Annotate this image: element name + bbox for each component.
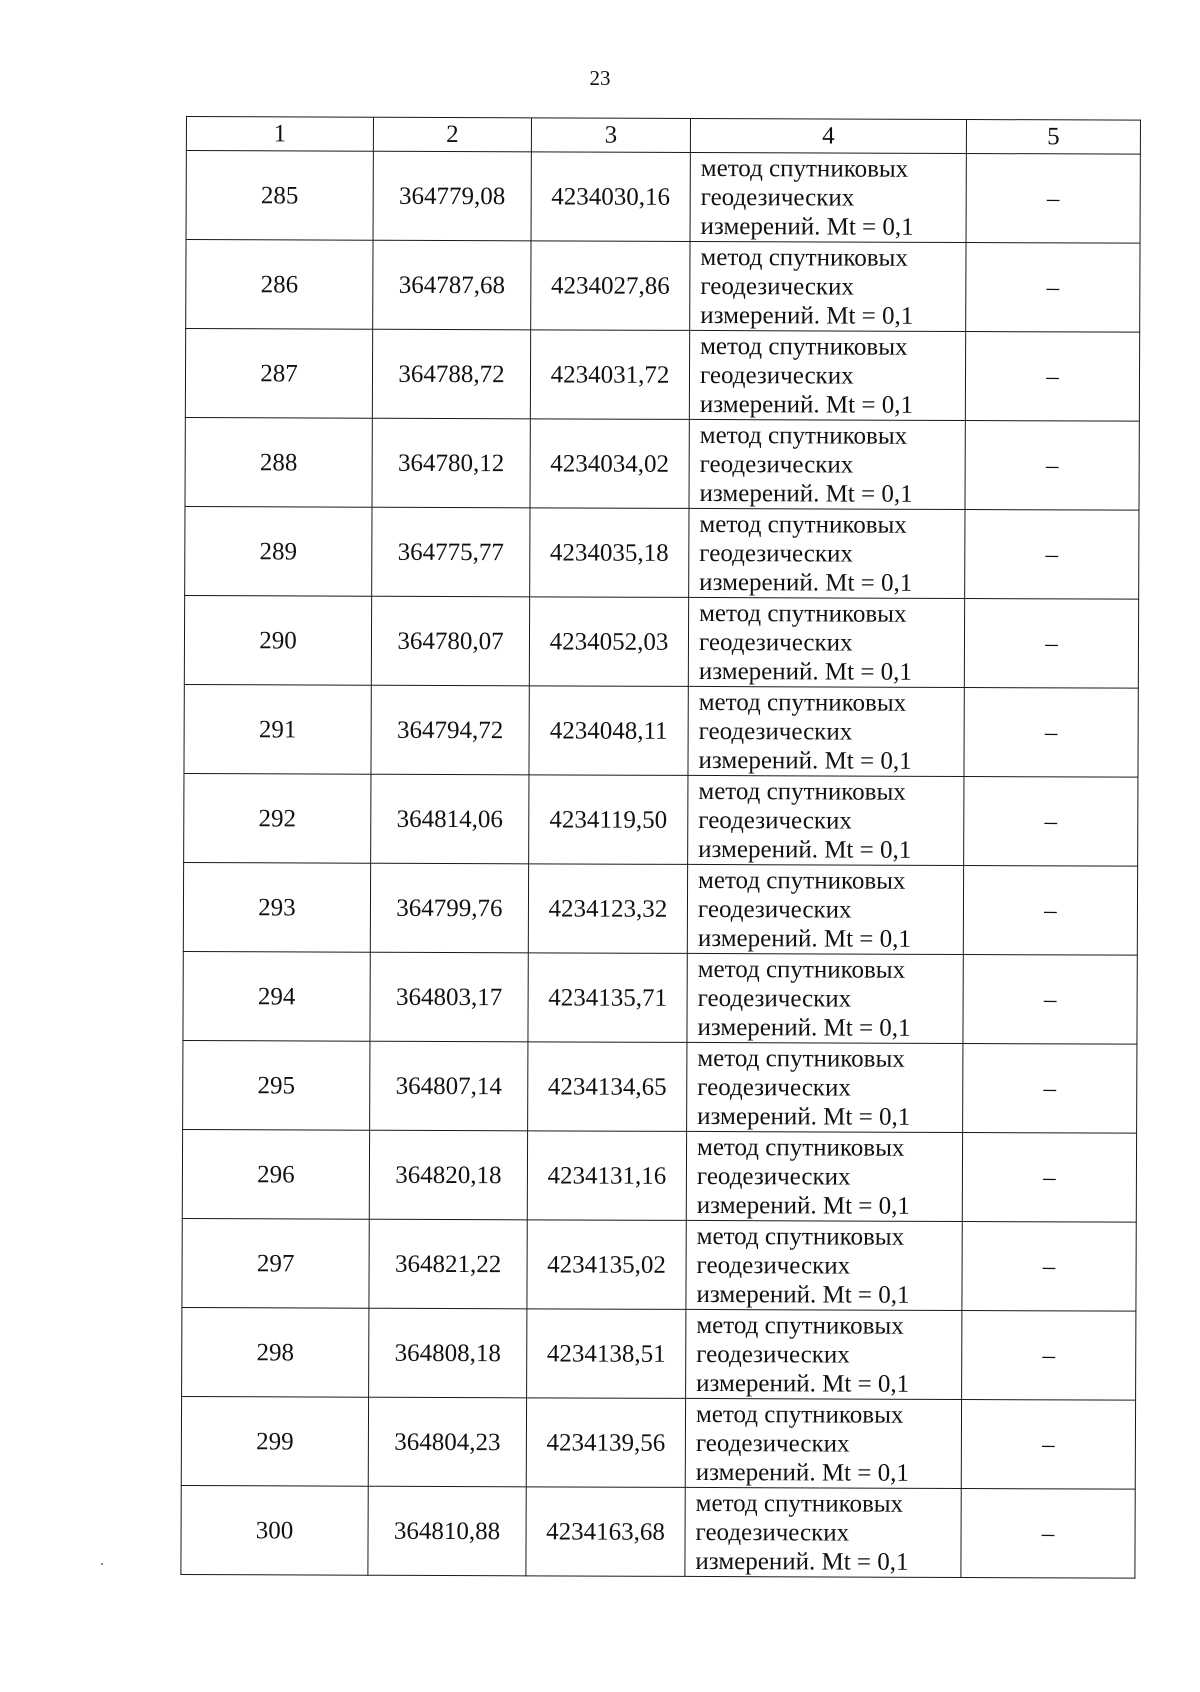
method-line: измерений. Mt = 0,1 bbox=[696, 1280, 910, 1309]
y-coordinate-cell: 4234034,02 bbox=[530, 419, 689, 509]
y-coordinate-cell: 4234123,32 bbox=[528, 864, 687, 954]
method-line: измерений. Mt = 0,1 bbox=[696, 1191, 910, 1220]
coordinates-table bbox=[180, 116, 1141, 1579]
x-coordinate-cell: 364803,17 bbox=[370, 952, 528, 1042]
table-row bbox=[184, 773, 1138, 866]
method-line: измерений. Mt = 0,1 bbox=[700, 301, 914, 330]
method-line: метод спутниковых bbox=[700, 243, 908, 272]
method-line: метод спутниковых bbox=[696, 1311, 904, 1340]
point-number-cell: 297 bbox=[182, 1218, 369, 1308]
method-line: измерений. Mt = 0,1 bbox=[697, 924, 911, 953]
x-coordinate-cell: 364787,68 bbox=[373, 240, 531, 330]
y-coordinate-cell: 4234138,51 bbox=[527, 1309, 686, 1399]
note-cell: – bbox=[964, 776, 1138, 866]
method-line: геодезических bbox=[697, 984, 852, 1013]
note-cell: – bbox=[963, 954, 1137, 1044]
method-cell bbox=[690, 241, 966, 331]
point-number-cell: 292 bbox=[184, 773, 371, 863]
method-cell bbox=[685, 1398, 961, 1488]
y-coordinate-cell: 4234119,50 bbox=[529, 775, 688, 865]
header-row bbox=[186, 117, 1140, 155]
method-line: геодезических bbox=[698, 628, 853, 657]
table-row bbox=[185, 417, 1139, 510]
method-cell bbox=[688, 597, 964, 687]
note-cell: – bbox=[961, 1488, 1135, 1578]
point-number-cell: 294 bbox=[183, 951, 370, 1041]
page-number: 23 bbox=[589, 66, 611, 90]
x-coordinate-cell: 364820,18 bbox=[369, 1130, 527, 1220]
method-line: измерений. Mt = 0,1 bbox=[698, 746, 912, 775]
method-line: метод спутниковых bbox=[697, 1044, 905, 1073]
x-coordinate-cell: 364821,22 bbox=[369, 1219, 527, 1309]
point-number-cell: 296 bbox=[182, 1129, 369, 1219]
y-coordinate-cell: 4234030,16 bbox=[531, 152, 690, 242]
x-coordinate-cell: 364808,18 bbox=[369, 1308, 527, 1398]
note-cell: – bbox=[965, 509, 1139, 599]
note-cell: – bbox=[962, 1310, 1136, 1400]
x-coordinate-cell: 364775,77 bbox=[372, 507, 530, 597]
y-coordinate-cell: 4234031,72 bbox=[530, 330, 689, 420]
method-cell bbox=[686, 1220, 962, 1310]
column-header-1: 1 bbox=[186, 117, 373, 152]
y-coordinate-cell: 4234048,11 bbox=[529, 686, 688, 776]
method-line: геодезических bbox=[700, 183, 855, 212]
note-cell: – bbox=[962, 1221, 1136, 1311]
method-line: метод спутниковых bbox=[700, 154, 909, 183]
table-row bbox=[183, 1040, 1137, 1133]
method-line: метод спутниковых bbox=[698, 866, 906, 895]
method-line: геодезических bbox=[698, 717, 853, 746]
column-header-2: 2 bbox=[373, 117, 531, 152]
note-cell: – bbox=[962, 1132, 1136, 1222]
method-cell bbox=[690, 152, 966, 242]
table-row bbox=[181, 1485, 1135, 1578]
method-line: метод спутниковых bbox=[700, 332, 908, 361]
x-coordinate-cell: 364780,12 bbox=[372, 418, 530, 508]
y-coordinate-cell: 4234135,02 bbox=[527, 1220, 686, 1310]
note-cell: – bbox=[964, 598, 1138, 688]
y-coordinate-cell: 4234163,68 bbox=[526, 1487, 685, 1577]
method-line: измерений. Mt = 0,1 bbox=[700, 212, 914, 241]
y-coordinate-cell: 4234131,16 bbox=[527, 1131, 686, 1221]
x-coordinate-cell: 364807,14 bbox=[370, 1041, 528, 1131]
point-number-cell: 287 bbox=[185, 329, 372, 419]
note-cell: – bbox=[965, 420, 1139, 510]
note-cell: – bbox=[966, 242, 1140, 332]
table-row bbox=[182, 1307, 1136, 1400]
method-line: геодезических bbox=[697, 895, 852, 924]
method-line: геодезических bbox=[696, 1340, 850, 1369]
x-coordinate-cell: 364814,06 bbox=[371, 774, 529, 864]
point-number-cell: 295 bbox=[183, 1040, 370, 1130]
method-line: метод спутниковых bbox=[696, 1222, 905, 1251]
method-line: метод спутниковых bbox=[695, 1489, 904, 1518]
y-coordinate-cell: 4234134,65 bbox=[528, 1042, 687, 1132]
method-cell bbox=[687, 1042, 963, 1132]
method-line: метод спутниковых bbox=[698, 777, 906, 806]
method-line: геодезических bbox=[699, 539, 853, 568]
table-row bbox=[186, 151, 1140, 244]
point-number-cell: 299 bbox=[181, 1396, 368, 1486]
table-row bbox=[185, 329, 1139, 422]
method-line: метод спутниковых bbox=[695, 1400, 904, 1429]
note-cell: – bbox=[961, 1399, 1135, 1489]
table-row bbox=[183, 951, 1137, 1044]
point-number-cell: 286 bbox=[186, 240, 373, 330]
x-coordinate-cell: 364779,08 bbox=[373, 151, 531, 241]
table-header bbox=[186, 117, 1140, 155]
point-number-cell: 298 bbox=[182, 1307, 369, 1397]
method-cell bbox=[689, 508, 965, 598]
method-cell bbox=[688, 686, 964, 776]
method-line: геодезических bbox=[700, 272, 854, 301]
point-number-cell: 288 bbox=[185, 417, 372, 507]
method-line: метод спутниковых bbox=[697, 955, 906, 984]
x-coordinate-cell: 364799,76 bbox=[370, 863, 528, 953]
method-cell bbox=[687, 864, 963, 954]
method-cell bbox=[688, 775, 964, 865]
y-coordinate-cell: 4234052,03 bbox=[529, 597, 688, 687]
x-coordinate-cell: 364810,88 bbox=[368, 1486, 526, 1576]
point-number-cell: 291 bbox=[184, 684, 371, 774]
method-line: измерений. Mt = 0,1 bbox=[697, 1102, 911, 1131]
x-coordinate-cell: 364794,72 bbox=[371, 685, 529, 775]
table-row bbox=[184, 684, 1138, 777]
x-coordinate-cell: 364804,23 bbox=[368, 1397, 526, 1487]
method-line: метод спутниковых bbox=[699, 599, 907, 628]
method-line: геодезических bbox=[695, 1429, 850, 1458]
note-cell: – bbox=[966, 153, 1140, 243]
method-line: метод спутниковых bbox=[698, 688, 907, 717]
table-row bbox=[182, 1129, 1136, 1222]
method-cell bbox=[685, 1487, 961, 1577]
point-number-cell: 290 bbox=[184, 595, 371, 685]
method-line: геодезических bbox=[699, 450, 854, 479]
method-line: измерений. Mt = 0,1 bbox=[698, 835, 912, 864]
table-row bbox=[183, 862, 1137, 955]
note-cell: – bbox=[963, 865, 1137, 955]
table-row bbox=[185, 506, 1139, 599]
method-line: измерений. Mt = 0,1 bbox=[699, 568, 913, 597]
point-number-cell: 285 bbox=[186, 151, 373, 241]
method-line: геодезических bbox=[698, 806, 852, 835]
scan-speck bbox=[101, 1563, 103, 1565]
method-line: геодезических bbox=[697, 1073, 851, 1102]
point-number-cell: 293 bbox=[183, 862, 370, 952]
x-coordinate-cell: 364780,07 bbox=[371, 596, 529, 686]
method-line: измерений. Mt = 0,1 bbox=[699, 479, 913, 508]
method-line: метод спутниковых bbox=[699, 510, 907, 539]
method-line: измерений. Mt = 0,1 bbox=[699, 390, 914, 419]
method-line: геодезических bbox=[699, 361, 854, 390]
table-body bbox=[181, 151, 1140, 1579]
y-coordinate-cell: 4234027,86 bbox=[531, 241, 690, 331]
point-number-cell: 300 bbox=[181, 1485, 368, 1575]
method-line: измерений. Mt = 0,1 bbox=[698, 657, 913, 686]
note-cell: – bbox=[964, 687, 1138, 777]
method-cell bbox=[686, 1309, 962, 1399]
x-coordinate-cell: 364788,72 bbox=[372, 329, 530, 419]
method-line: измерений. Mt = 0,1 bbox=[697, 1013, 911, 1042]
column-header-3: 3 bbox=[531, 118, 690, 153]
method-cell bbox=[689, 419, 965, 509]
method-line: измерений. Mt = 0,1 bbox=[696, 1369, 910, 1398]
table-row bbox=[186, 240, 1140, 333]
table-row bbox=[182, 1218, 1136, 1311]
method-cell bbox=[687, 953, 963, 1043]
column-header-5: 5 bbox=[966, 119, 1140, 154]
method-line: измерений. Mt = 0,1 bbox=[695, 1547, 909, 1576]
method-cell bbox=[686, 1131, 962, 1221]
y-coordinate-cell: 4234139,56 bbox=[526, 1398, 685, 1488]
y-coordinate-cell: 4234035,18 bbox=[530, 508, 689, 598]
table-row bbox=[184, 595, 1138, 688]
method-line: геодезических bbox=[696, 1251, 851, 1280]
method-line: метод спутниковых bbox=[696, 1133, 905, 1162]
method-line: геодезических bbox=[695, 1518, 850, 1547]
method-line: метод спутниковых bbox=[699, 421, 908, 450]
point-number-cell: 289 bbox=[185, 506, 372, 596]
y-coordinate-cell: 4234135,71 bbox=[528, 953, 687, 1043]
method-line: геодезических bbox=[696, 1162, 851, 1191]
note-cell: – bbox=[963, 1043, 1137, 1133]
note-cell: – bbox=[965, 331, 1139, 421]
method-cell bbox=[689, 330, 965, 420]
table-row bbox=[181, 1396, 1135, 1489]
column-header-4: 4 bbox=[690, 118, 966, 153]
method-line: измерений. Mt = 0,1 bbox=[695, 1458, 909, 1487]
